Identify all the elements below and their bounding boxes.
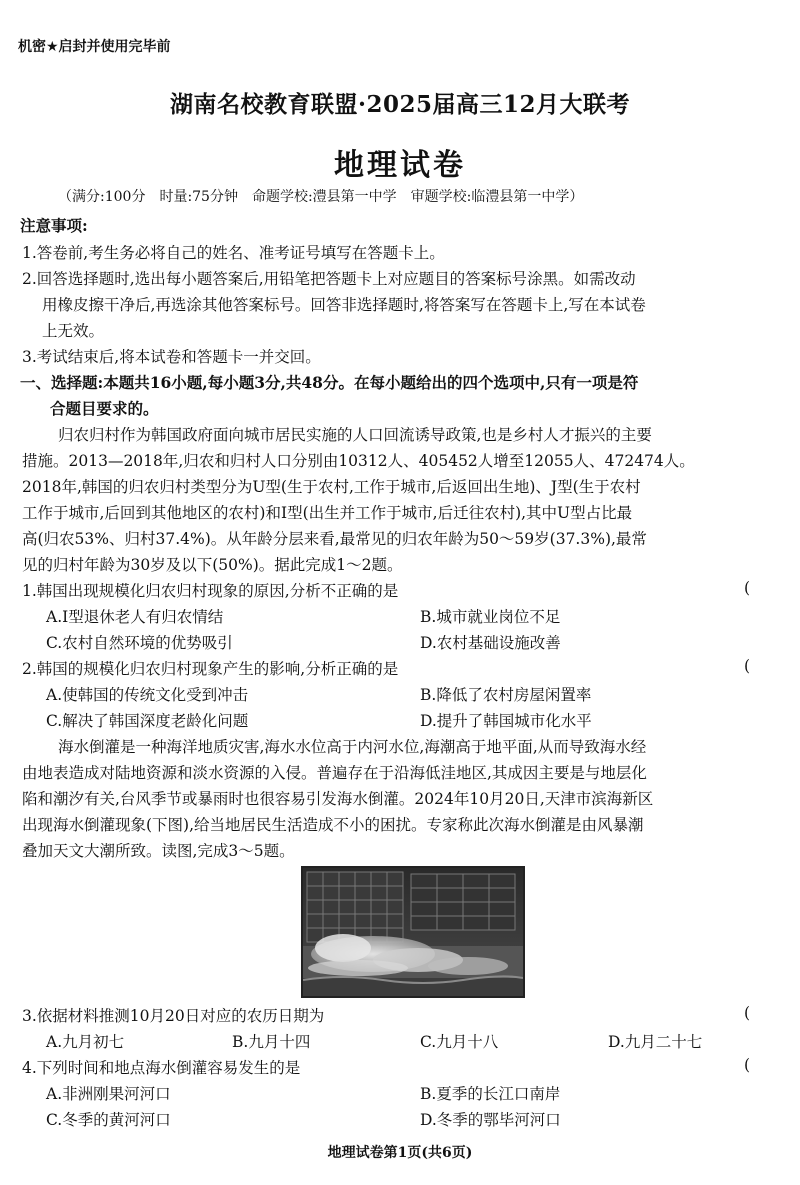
passage-1-line-5: 高(归农53%、归村37.4%)。从年龄分层来看,最常见的归农年龄为50～59岁(37.3%),最常 — [22, 530, 647, 548]
notice-heading: 注意事项: — [20, 216, 88, 235]
question-2-option-b: B.降低了农村房屋闲置率 — [420, 686, 592, 704]
notice-item-2-line-2: 用橡皮擦干净后,再选涂其他答案标号。回答非选择题时,将答案写在答题卡上,写在本试卷 — [42, 296, 646, 314]
page-footer: 地理试卷第1页(共6页) — [327, 1145, 473, 1161]
exam-title: 湖南名校教育联盟·2025届高三12月大联考 — [169, 91, 631, 118]
passage-1-line-4: 工作于城市,后回到其他地区的农村)和I型(出生并工作于城市,后迁往农村),其中U型占比最 — [22, 504, 633, 522]
passage-2-line-2: 由地表造成对陆地资源和淡水资源的入侵。普遍存在于沿海低洼地区,其成因主要是与地层化 — [22, 764, 647, 782]
question-2-option-d: D.提升了韩国城市化水平 — [420, 712, 592, 730]
question-2-option-a: A.使韩国的传统文化受到冲击 — [46, 686, 249, 704]
question-4-option-a: A.非洲刚果河河口 — [46, 1085, 171, 1103]
question-1-option-a: A.I型退休老人有归农情结 — [46, 608, 224, 626]
passage-2-line-4: 出现海水倒灌现象(下图),给当地居民生活造成不小的困扰。专家称此次海水倒灌是由风暴潮 — [22, 816, 644, 834]
notice-item-3: 3.考试结束后,将本试卷和答题卡一并交回。 — [22, 348, 321, 366]
question-4-option-d: D.冬季的鄂毕河河口 — [420, 1111, 561, 1129]
question-4-answer-bracket: ( — [744, 1056, 751, 1074]
question-1-stem: 1.韩国出现规模化归农归村现象的原因,分析不正确的是 — [22, 582, 399, 600]
question-3-option-d: D.九月二十七 — [608, 1033, 703, 1051]
exam-meta: （满分:100分 时量:75分钟 命题学校:澧县第一中学 审题学校:临澧县第一中学） — [58, 189, 584, 205]
passage-2-line-5: 叠加天文大潮所致。读图,完成3～5题。 — [22, 842, 295, 860]
section-1-heading-line-1: 一、选择题:本题共16小题,每小题3分,共48分。在每小题给出的四个选项中,只有一项是符 — [20, 373, 639, 392]
question-3-option-a: A.九月初七 — [46, 1033, 125, 1051]
confidential-mark: 机密★启封并使用完毕前 — [18, 39, 171, 55]
question-4-option-c: C.冬季的黄河河口 — [46, 1111, 171, 1129]
question-2-option-c: C.解决了韩国深度老龄化问题 — [46, 712, 249, 730]
subject-title: 地理试卷 — [334, 148, 466, 183]
question-3-stem: 3.依据材料推测10月20日对应的农历日期为 — [22, 1007, 325, 1025]
passage-2-line-1: 海水倒灌是一种海洋地质灾害,海水水位高于内河水位,海潮高于地平面,从而导致海水经 — [58, 738, 647, 756]
passage-1-line-1: 归农归村作为韩国政府面向城市居民实施的人口回流诱导政策,也是乡村人才振兴的主要 — [58, 426, 652, 444]
question-3-answer-bracket: ( — [744, 1004, 751, 1022]
passage-1-line-6: 见的归村年龄为30岁及以下(50%)。据此完成1～2题。 — [22, 556, 403, 574]
question-3-option-b: B.九月十四 — [232, 1033, 311, 1051]
section-1-heading-line-2: 合题目要求的。 — [50, 399, 159, 418]
passage-1-line-3: 2018年,韩国的归农归村类型分为U型(生于农村,工作于城市,后返回出生地)、J型(生于农村 — [22, 478, 641, 496]
passage-2-line-3: 陷和潮汐有关,台风季节或暴雨时也很容易引发海水倒灌。2024年10月20日,天津市滨海新区 — [22, 790, 654, 808]
notice-item-2-line-1: 2.回答选择题时,选出每小题答案后,用铅笔把答题卡上对应题目的答案标号涂黑。如需改动 — [22, 270, 636, 288]
seawater-intrusion-photo — [301, 866, 525, 998]
notice-item-2-line-3: 上无效。 — [42, 322, 105, 340]
question-1-option-d: D.农村基础设施改善 — [420, 634, 561, 652]
question-2-answer-bracket: ( — [744, 657, 751, 675]
question-1-option-b: B.城市就业岗位不足 — [420, 608, 561, 626]
question-2-stem: 2.韩国的规模化归农归村现象产生的影响,分析正确的是 — [22, 660, 399, 678]
question-1-option-c: C.农村自然环境的优势吸引 — [46, 634, 233, 652]
passage-1-line-2: 措施。2013—2018年,归农和归村人口分别由10312人、405452人增至12055人、472474人。 — [22, 452, 695, 470]
question-4-stem: 4.下列时间和地点海水倒灌容易发生的是 — [22, 1059, 301, 1077]
notice-item-1: 1.答卷前,考生务必将自己的姓名、准考证号填写在答题卡上。 — [22, 244, 445, 262]
question-3-option-c: C.九月十八 — [420, 1033, 499, 1051]
question-1-answer-bracket: ( — [744, 579, 751, 597]
question-4-option-b: B.夏季的长江口南岸 — [420, 1085, 561, 1103]
